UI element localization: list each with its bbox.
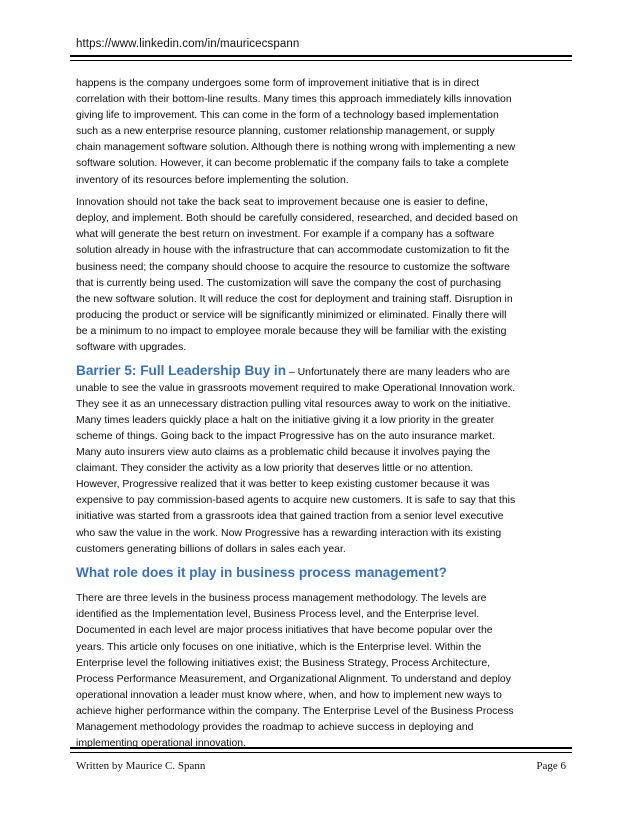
text-line: who saw the value in the work. Now Progressive has a rewarding interaction with its existing	[76, 527, 502, 539]
text-line: giving life to improvement. This can come in the form of a technology based implementation	[76, 110, 499, 122]
text-line: unable to see the value in grassroots movement required to make Operational Innovation work.	[76, 382, 516, 394]
text-line: be a minimum to no impact to employee morale because they will be familiar with the existing	[76, 325, 507, 337]
text-line: Documented in each level are major process initiatives that have become popular over the	[76, 625, 493, 637]
text-line: initiative was started from a grassroots idea that gained traction from a senior level executive	[76, 511, 504, 523]
text-line: Management methodology provides the roadmap to achieve success in deploying and	[76, 721, 474, 733]
text-line: chain management software solution. Although there is nothing wrong with implementing a new	[76, 142, 516, 154]
footer-rule	[70, 747, 572, 749]
text-line: There are three levels in the business process management methodology. The levels are	[76, 593, 487, 605]
barrier-heading: Barrier 5: Full Leadership Buy in	[76, 362, 286, 378]
section-heading: What role does it play in business process management?	[76, 565, 447, 581]
page-number: Page 6	[536, 760, 566, 772]
text-line: However, Progressive realized that it was better to keep existing customer because it was	[76, 479, 490, 491]
footer-rule-thin	[70, 752, 572, 753]
header-rule	[70, 55, 572, 57]
text-line: the new software solution. It will reduce the cost for deployment and training staff. Disruption in	[76, 293, 513, 305]
text-line: Innovation should not take the back seat to improvement because one is easier to define,	[76, 197, 488, 209]
text-line: scheme of things. Going back to the impact Progressive has on the auto insurance market.	[76, 430, 495, 442]
text-line: They see it as an unnecessary distraction pulling vital resources away to work on the initiative.	[76, 398, 511, 410]
text-line: implementing operational innovation.	[76, 738, 247, 750]
text-line: that is currently being used. The customization will save the company the cost of purchasing	[76, 277, 502, 289]
text-line: Many auto insurers view auto claims as a problematic child because it involves paying the	[76, 447, 491, 459]
text-line: customers generating billions of dollars in sales each year.	[76, 543, 346, 555]
paragraph-1	[76, 76, 572, 189]
text-line: what will generate the best return on investment. For example if a company has a software	[76, 229, 495, 241]
text-line: achieve higher performance within the company. The Enterprise Level of the Business Process	[76, 705, 514, 717]
text-line: correlation with their bottom-line results. Many times this approach immediately kills innovation	[76, 94, 512, 106]
page-body	[76, 76, 572, 759]
text-line: such as a new enterprise resource planning, customer relationship management, or supply	[76, 126, 495, 138]
text-line: Many times leaders quickly place a halt on the initiative giving it a low priority in the greater	[76, 414, 495, 426]
header-rule-thin	[70, 60, 572, 61]
paragraph-4	[76, 591, 572, 752]
text-line: Process Performance Measurement, and Organizational Alignment. To understand and deploy	[76, 673, 511, 685]
text-line: identified as the Implementation level, Business Process level, and the Enterprise level.	[76, 609, 480, 621]
text-line: inventory of its resources before implementing the solution.	[76, 174, 349, 186]
text-line: software with upgrades.	[76, 342, 187, 353]
barrier-intro: – Unfortunately there are many leaders who are	[286, 366, 510, 378]
paragraph-2	[76, 195, 572, 356]
text-line: Enterprise level the following initiatives exist; the Business Strategy, Process Architecture,	[76, 657, 491, 669]
text-line: deploy, and implement. Both should be carefully considered, researched, and decided based on	[76, 213, 518, 225]
text-line: happens is the company undergoes some form of improvement initiative that is in direct	[76, 78, 480, 89]
text-line: years. This article only focuses on one initiative, which is the Enterprise level. Within the	[76, 641, 482, 653]
paragraph-3	[76, 363, 572, 558]
header-url: https://www.linkedin.com/in/mauricecspann	[76, 38, 300, 50]
text-line: claimant. They consider the activity as a low priority that deserves little or no attention.	[76, 463, 474, 475]
text-line: producing the product or service will be significantly minimized or eliminated. Finally there will	[76, 309, 507, 321]
footer-author: Written by Maurice C. Spann	[76, 760, 206, 772]
text-line: software solution. However, it can become problematic if the company fails to take a complete	[76, 158, 509, 170]
text-line: expensive to pay commission-based agents to acquire new customers. It is safe to say that this	[76, 495, 516, 507]
barrier-line	[76, 363, 572, 381]
text-line: operational innovation a leader must know where, when, and how to implement new ways to	[76, 689, 502, 701]
text-line: business need; the company should choose to acquire the resource to customize the software	[76, 261, 510, 273]
text-line: solution already in house with the infrastructure that can accommodate customization to fit the	[76, 245, 510, 257]
